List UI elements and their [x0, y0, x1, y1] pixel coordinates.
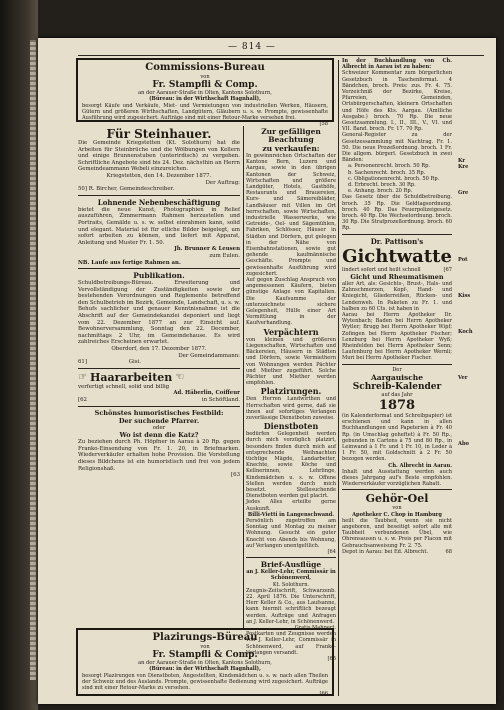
kalender-body: (in Kalenderformat und Schreibpapier) ist erschienen und kann in allen Buchhandlungen und Papeterien à Fr. 40 Rp. (in Umschlag geheftet) à Fr. 50 Rp., gebunden in Cartons à 75 und 80 Rp., in Leinwand à 1 Fr. und 1 Fr. 10, in Leder à 1 Fr. 50, mit Goldschnitt à 2 Fr. 50 bezogen werden. [342, 412, 452, 463]
lohnende-firm: Jh. Brunner & Leusen [174, 246, 240, 253]
ad-address: an der Aarauer-Straße in Olten, Kantons Solothurn, [138, 90, 272, 97]
gehoer-firm: Apotheker C. Chop in Hamburg [352, 511, 442, 518]
steinhauer-signer: R. Bircher, Gemeindeschreiber. [88, 186, 175, 193]
ad-body: besorgt Käufe und Verkäufe, Miet- und Vermietungen von industriellen Werken, Häusern, Gütern und größeren Wirthschaften, Landgütern, Gläubern u. s. w. Prompte, gewissenhafte Ausführung wird zugesichert. Aufträge sind mit einer Retour-Marke versehen frei. [82, 102, 328, 122]
publikation-body: Schuldbetreibungs-Büreau. Erweiterung und Vervollständigung der Zuständigkeiten sowie der bestehenden Verordnungen und Reglemente betreffend den Schulbetrieb im Bezirk, Gemeinde, Landschaft, u. s. w. Behufs sachlicher und genauer Kenntnisnahme ist die Abschrift auf der Gemeindekanzlei deponiert und liegt vom 22. Dezember 1877 an zur Einsicht auf. Bewohnerversammlung, Sonntag den 22. December, nachmittags 2 Uhr, im Gemeindehause. Es wird zahlreiches Erscheinen erwartet. [78, 280, 240, 346]
humor-sub-1: Der suchende Pfarrer. [118, 416, 200, 425]
kalender-title: Aargauische [370, 372, 424, 382]
books-item: d. Erbrecht. broch. 30 Rp. [348, 182, 416, 189]
brief-body: Zeugnis-Zeitschrift, Schwarzenb. 22. April 1876. Die Unterschrift, Herr Keller & Co., aus Laufsanne, kann hiermit schriftlich bezeugt werden. Aufträge und Anfragen an J. Keller-Lehr, in Schönenwerd. [246, 587, 336, 625]
gicht-places: Aarau bei Herrn Apotheker Dr. Wytenbach; Baden bei Herrn Apotheker Wytler; Brugg bei Herrn Apotheker Wipf; Zofingen bei Herrn Apotheker Fischer; Lenzburg bei Herrn Apotheker Wyß; Rheinfelden bei Herrn Apotheker Senn; Laufenburg bei Herrn Apotheker Wernli; Muri bei Herrn Apotheker Fischer. [342, 311, 452, 362]
edge-text: Kiss [458, 292, 471, 299]
adjacent-column-fragment [458, 158, 494, 698]
platzirungen-body: Den Herren Landwirthen und Herrschaften wird gerne, daß sie ihnen auf sofortiges Verlangen zuverlässige Dienstboten zuweise. [246, 396, 336, 421]
gicht-body: aller Art, als: Gesichts-, Brust-, Hals- und Zahnschmerzen, Kopf-, Hand- und Kniegicht, Gliederreißen, Rücken- und Lendenweh. In Paketen zu Fr. 1. und halben zu 60 Cts. ist haben in [342, 280, 452, 312]
edge-text: Kre [458, 164, 469, 171]
books-item: a. Personenrecht. broch. 50 Rp. [348, 163, 430, 170]
books-item: b. Sachenrecht. broch. 35 Rp. [348, 169, 426, 176]
haar-body: verfertigt schnell, solid und billig [78, 383, 170, 390]
kalender-title-2: Schreib-Kalender [352, 381, 442, 392]
books-body: Schweizer Kommentar zum bürgerlichen Gesetzbuch in Taschenformat. 4 Bändchen, broch. Preis: zus. Fr. 4. 75. Verzeichniß der Bezirke, Kreise, Pfarreien, Gemeinden, Ortsbürgerschaften, kleinern Ortschaften und Höfe des Kts. Aargau. (Amtliche Ausgabe.) broch. 70 Rp. Die neue Gesetzsammlung. I., II., III., V., VI. und VII. Band. broch. Fr. 17. 70 Rp. [342, 70, 452, 133]
edge-text: Abo [458, 441, 469, 448]
ad-firm: Fr. Stampfli & Comp. [152, 650, 258, 661]
verpaechtern-title: Verpächtern [263, 326, 319, 337]
steinhauer-body: Die Gemeinde Kriegstetten (Kt. Solothurn) hat die Arbeiten für Steinbrüche und die Wölbungen von Kellern und einige Brunnenstuben (unterirdisch) zu vergeben. Schriftliche Angebote sind bis 24. Dez. nächsthin an Herrn Gemeindeammann Webeli einzureichen. [78, 140, 240, 173]
pointing-hand-icon: ☜ [175, 371, 185, 383]
divider [78, 368, 240, 369]
ad-plazirungs-bureau [76, 628, 334, 696]
edge-text: Gre [458, 190, 469, 197]
kalender-body-2: Inhalt und Ausstattung werden auch dieses Jahrgang auf's Beste empfohlen. Wiederverkäufer vorzüglichen Rabatt. [342, 468, 452, 488]
gehoer-body: heilt die Taubheit, wenn sie nicht angeboren, und beseitigt sofort alle mit Taubheit verbundenen Übel, wie Ohrensausen u. s. w. Preis per Flacon mit Gebrauchsanweisung Fr. 2. 75. [342, 517, 452, 549]
brief-place: Kt. Solothurn. [272, 581, 310, 588]
header-rule [78, 55, 484, 56]
gicht-ref: [67 [443, 266, 452, 273]
ad-von: von [200, 644, 210, 650]
edge-text: Pot [458, 256, 468, 263]
brief-title: Brief-Ausflüge [260, 560, 322, 570]
edge-text: Ver [458, 375, 468, 382]
haar-place: in Schöftland. [201, 397, 240, 403]
beachtung-body-2: Auf gegen Zuschlag Anspruch von angemessenen Käufern, bieten günstige Anlage von Kapitalien. Die Kaufsumme der unterzeichnete sichere Gelegenheit, Hülfe einer Art Vermittlung in der Kaufverhandlung. [246, 277, 336, 327]
steinhauer-title: Für Steinhauer. [106, 127, 212, 141]
ad-title: Plazirungs-Büreau [152, 632, 258, 643]
gehoer-title: Gehör-Oel [365, 492, 429, 506]
edge-text: Koch [458, 329, 473, 336]
column-rule-right [338, 60, 339, 696]
dienstboten-body: bedürfen Gelegenheit werden durch mich vorzüglich platzirt, besonders finden durch mich auf entsprechende Weihnachten tüchtige Mägde, Landarbeiter, Knechte, sowie Köche und Kellnerinnen, Lehrlinge, Kindsmädchen u. s. w. Offene Stellen werden durch mich besetzt. Stellesuchende Dienstboten werden gut placirt. [246, 431, 336, 500]
pointing-hand-icon: ☞ [78, 371, 87, 383]
lohnende-firm-2: zum Eulen. [209, 252, 240, 259]
ad-von: von [200, 74, 210, 80]
books-title: In der Buchhandlung von Ch. Albrecht in Aarau ist zu haben: [342, 58, 452, 71]
gicht-big-title: Gichtwatte [342, 245, 452, 267]
column-right [342, 58, 452, 698]
gicht-title: Dr. Pattison's [370, 236, 424, 246]
dienstboten-ref: [64 [327, 548, 336, 555]
steinhauer-date: Kriegstetten, den 14. Dezember 1877. [106, 172, 212, 179]
steinhauer-sign: Der Auftrag: [205, 179, 240, 186]
humor-body: Zu beziehen durch Ph. Höpfner in Aarau à 20 Rp. gegen Franko-Einsendung von Fr. 1. 20, in Briefmarken. Wiederverkäufer erhalten hohe Provision. Die Vorstellung dieses Bildchens ist ein humoristisch und frei von jedem Religionshaß. [78, 439, 240, 472]
brief-body-2: Postkarten und Zeugnisse werden von J. Keller-Lehr, Commissär in Schönenwerd, auf Franko-Verlangen versandt. [246, 631, 336, 656]
gehoer-von: von [392, 505, 402, 512]
kalender-firm: Ch. Albrecht in Aarau. [388, 462, 452, 469]
column-rule-middle [243, 126, 244, 630]
page-number: — 814 — [228, 42, 276, 52]
beachtung-title: Zur gefälligen Beachtung [261, 127, 321, 144]
beachtung-title-2: zu verkaufen: [262, 144, 320, 153]
steinhauer-ref: 50] [78, 186, 87, 193]
column-middle [246, 127, 336, 663]
ad-title: Commissions-Bureau [145, 62, 265, 73]
ad-body: besorgt Plazirungen von Dienstboten, Angestellten, Kindsmädchen u. s. w. nach allen Theilen der Schweiz und des Auslands. Prompte, gewissenhafte Bedienung wird zugesichert. Aufträge sind mit einer Retour-Marke zu versehen. [82, 672, 328, 692]
haar-title: Haararbeiten [89, 370, 173, 384]
platzirungen-title: Platzirungen. [260, 386, 322, 397]
dienstboten-body-2: Jedes Alles erteilte gerne Auskunft. [246, 499, 336, 512]
divider [78, 268, 240, 269]
publikation-signer: Gisi. [128, 359, 141, 366]
brief-sign: Gratis Mahnert. [294, 625, 336, 632]
haar-ref: [62 [78, 397, 87, 403]
beachtung-body: In gewinnreichen Ortschaften der Kantone Bern, Luzern und Aargau, sowie in den übrigen Kantonen der Schweiz, Wirtschaften und größere Landgüter, Hotels, Gasthöfe, Restaurants und Brauereien, Kurs- und Sämereibläder, Landhäuser mit Villen im Ort herrschaften, sowie Wirtschaften, industrielle Wasserwerke, wie Getreide-, Oel- und Sägemühlen, Fabriken, Schlösser, Häuser in Städten und Dörfern, gut gelegen in der Nähe von Eisenbahnstationen, sowie gut gehende kaufmännische Geschäfte. Prompte und gewissenhafte Ausführung wird zugesichert. [246, 153, 336, 277]
publikation-sign: Der Gemeindammann: [178, 352, 240, 359]
lohnende-nb: NB. Laufe aus fertige Rahmen an. [78, 259, 181, 266]
haar-firm: Ad. Häberlin, Coiffeur [173, 390, 240, 397]
edge-text: Kr [458, 158, 466, 164]
divider [246, 557, 336, 558]
gehoer-ref: 68 [445, 548, 452, 555]
brief-sub: an J. Keller-Lehr, Commissär in Schönenwerd, [246, 569, 336, 582]
publikation-date: Oberdorf, den 17. Dezember 1877. [111, 346, 207, 353]
column-left [78, 128, 240, 628]
books-body-2: General-Register zu der Gesetzessammlung mit Nachtrag. Fr. 1. 50. Die neue Prozeßordnung. broch. 1 Fr. Die allgem. bürgerl. Gesetzbuch in zwei Bänden: [342, 132, 452, 164]
lohnende-body: bietet die neue Kunst, Photographien in Relief auszuführen, Zimmermann Rahmen herzustellen und Portraits, Gemälde u. s. w. selbst einrahmen kann, solid und elegant. Material ist für etliche Bilder beigelegt, um sofort arbeiten zu können, und liefert mit Apparat, Anleitung und Muster Fr. 1. 50. [78, 206, 240, 246]
gicht-sub: lindert sofort und heilt schnell [342, 266, 421, 273]
humor-ref: [63 [231, 472, 240, 479]
page-edges [30, 40, 36, 680]
ad-ref: [66 [319, 691, 328, 698]
books-body-3: Das Gesetz über die Schuldbetreibung. broch. 35 Rp. Die Geldtagsordnung. broch. 40 Rp. Das Feuerpolizeigesetz. broch. 40 Rp. Die Wechselordnung. broch. 30 Rp. Die Strafprozeßordnung. broch. 60 Rp. [342, 194, 452, 232]
kalender-year: 1878 [378, 397, 416, 413]
humor-oder: oder [152, 424, 166, 431]
humor-sub-2: Wo ist denn die Katz? [119, 431, 199, 440]
dienstboten-body-3: Persönlich zugetroffen am Sonntag und Montag zu meiner Wohnung. Gesucht ein guter Knecht von Abends bis Wohnung, auf Verlangen unentgeltlich. [246, 517, 336, 549]
gehoer-depot: Depot in Aarau: bei Ed. Albrecht. [342, 548, 428, 555]
publikation-title: Publikation. [133, 271, 185, 281]
dienstboten-firm: Billi-Vietti in Langenschwand. [247, 511, 335, 518]
book-binding [0, 0, 38, 710]
divider [78, 195, 240, 196]
newspaper-page [38, 38, 496, 704]
publikation-ref: 61] [78, 359, 87, 366]
ad-address-2: (Büreau: in der Wirthschaft Hagnhall), [149, 96, 261, 103]
dienstboten-title: Dienstboten [263, 421, 319, 432]
verpaechtern-body: von kleinen und größeren Liegenschaften, Wirtschaften und Bäckereien, Häusern in Städten und Dörfern, sowie Vermiethern von Wohnungen werden Pächter und Miether zugeführt. Solche Pächter und Miether werden empfohlen. [246, 336, 336, 387]
kalender-sub: auf das Jahr [381, 391, 413, 398]
divider [78, 406, 240, 407]
kalender-pre: Der [392, 366, 402, 373]
humor-title: Schönstes humoristisches Festbild: [94, 408, 224, 417]
ad-address-2: (Büreau: in der Wirthschaft Hagnhall), [149, 666, 261, 673]
divider [342, 234, 452, 235]
divider [342, 489, 452, 490]
divider [342, 364, 452, 365]
ad-kommissions-bureau [76, 58, 334, 128]
ad-firm: Fr. Stampfli & Comp. [152, 80, 258, 91]
gicht-head: Gicht und Rheumatismen [350, 272, 444, 281]
brief-ref: [65 [327, 656, 336, 663]
lohnende-title: Lohnende Nebenbeschäftigung [97, 197, 221, 207]
books-item: c. Obligationenrecht. broch. 50 Rp. [348, 175, 440, 182]
ad-ref: [58 [319, 121, 328, 128]
ad-address: an der Aarauer-Straße in Olten, Kantons Solothurn, [138, 660, 272, 667]
books-item: e. Anhang. broch. 20 Rp. [348, 188, 413, 195]
